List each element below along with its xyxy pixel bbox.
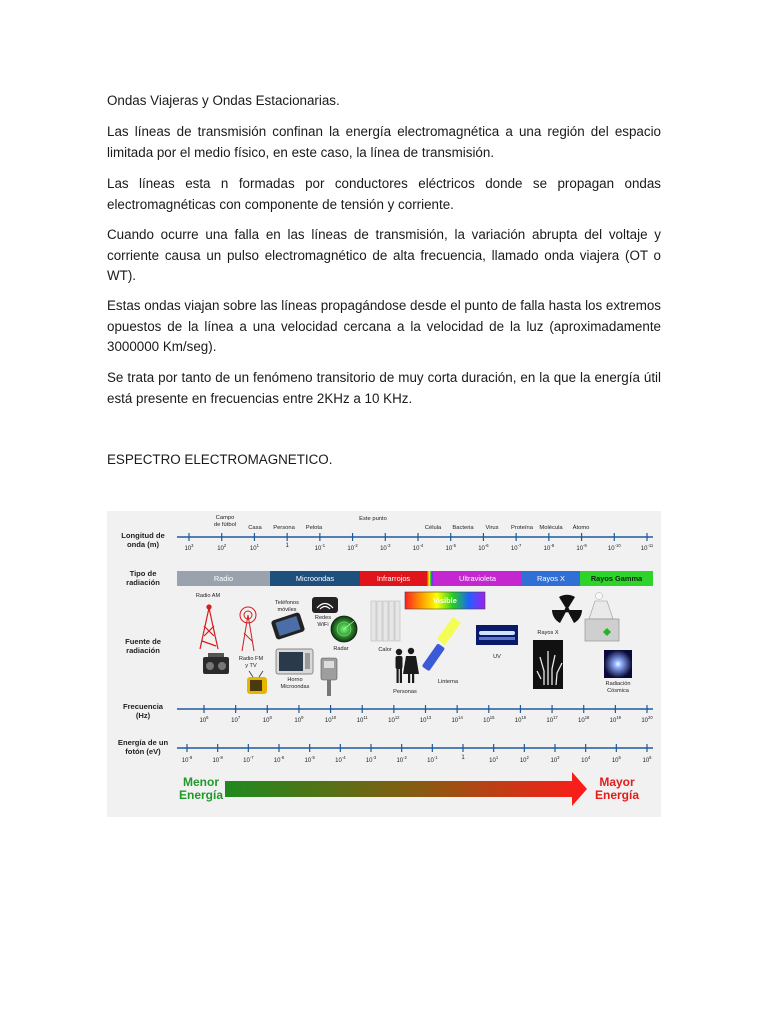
xray-hand-icon — [533, 640, 563, 689]
band-gamma-label: Rayos Gamma — [590, 574, 643, 583]
source-label: Teléfonos móviles — [275, 600, 299, 613]
frequency-tick-label: $10^{11}$ — [356, 715, 368, 724]
object-label: Este punto — [359, 516, 387, 522]
band-radio-label: Radio — [213, 574, 234, 583]
energy-tick-label: $10^1$ — [489, 755, 499, 764]
wavelength-tick-label: $10^2$ — [217, 543, 227, 552]
frequency-tick-label: $10^{14}$ — [451, 715, 463, 724]
wifi-router-icon — [312, 597, 338, 613]
source-label: Radiación Cósmica — [605, 681, 631, 694]
radar-icon — [331, 616, 357, 642]
paragraph: Estas ondas viajan sobre las líneas propagándose desde el punto de falla hasta los extremos opuestos de la línea a una velocidad cercana a la velocidad de la luz (aproximadamente 3000000 Km/seg). — [107, 298, 661, 354]
band-infrared-label: Infrarrojos — [376, 574, 411, 583]
energy-tick-label: $10^{-2}$ — [396, 755, 407, 764]
object-label: Virus — [485, 525, 499, 531]
object-label: Casa — [248, 525, 262, 531]
wavelength-tick-label: $10^{-10}$ — [607, 543, 621, 552]
radar-speed-meter-icon — [321, 658, 337, 696]
energy-tick-label: $10^3$ — [550, 755, 560, 764]
frequency-tick-label: $10^{17}$ — [546, 715, 558, 724]
cosmic-radiation-icon — [604, 650, 632, 678]
source-label: Radar — [333, 646, 349, 652]
energy-tick-label: 1 — [461, 755, 465, 761]
frequency-tick-label: $10^{19}$ — [609, 715, 622, 724]
frequency-tick-label: $10^{20}$ — [641, 715, 653, 724]
frequency-tick-label: $10^{18}$ — [578, 715, 590, 724]
frequency-tick-label: $10^6$ — [199, 715, 209, 724]
source-label: Radio AM — [195, 593, 221, 599]
electromagnetic-spectrum-figure — [107, 511, 661, 817]
frequency-row-label: Frecuencia (Hz) — [122, 702, 164, 720]
tv-icon — [247, 671, 267, 694]
source-label: Rayos X — [537, 630, 559, 636]
source-label: UV — [493, 654, 501, 660]
frequency-tick-label: $10^{10}$ — [324, 715, 337, 724]
source-label: Radio FM y TV — [238, 656, 264, 669]
energy-tick-label: $10^2$ — [519, 755, 529, 764]
photon-energy-row-label: Energía de un fotón (eV) — [117, 738, 169, 756]
object-label: Célula — [424, 525, 442, 531]
mobile-phone-icon — [271, 612, 306, 640]
fm-antenna-icon — [240, 607, 256, 651]
energy-tick-label: $10^{-4}$ — [335, 755, 346, 764]
radio-tower-icon — [200, 605, 218, 649]
energy-tick-label: $10^{-5}$ — [304, 755, 315, 764]
frequency-tick-label: $10^8$ — [262, 715, 272, 724]
band-xray-label: Rayos X — [537, 574, 565, 583]
radiation-hazard-icon — [552, 595, 582, 623]
persons-icon — [396, 648, 420, 683]
paragraph: Se trata por tanto de un fenómeno transitorio de muy corta duración, en la que la energía útil está presente en frecuencias entre 2KHz a 10 KHz. — [107, 370, 661, 406]
energy-tick-label: $10^4$ — [581, 755, 591, 764]
frequency-tick-label: $10^{16}$ — [514, 715, 527, 724]
energy-tick-label: $10^{-9}$ — [181, 755, 193, 764]
frequency-tick-label: $10^{15}$ — [483, 715, 495, 724]
flashlight-icon — [422, 617, 461, 671]
energy-tick-label: $10^{-3}$ — [365, 755, 377, 764]
wavelength-tick-label: $10^{-8}$ — [543, 543, 555, 552]
heater-icon — [371, 601, 400, 641]
wavelength-tick-label: $10^1$ — [249, 543, 259, 552]
band-microwave-label: Microondas — [295, 574, 335, 583]
section-heading: ESPECTRO ELECTROMAGNETICO. — [107, 452, 333, 467]
gamma-source-flask-icon — [585, 593, 619, 642]
object-label: Bacteria — [452, 525, 474, 531]
energy-tick-label: $10^{-7}$ — [243, 755, 254, 764]
band-ultraviolet-label: Ultravioleta — [459, 574, 496, 583]
energy-tick-label: $10^{-6}$ — [273, 755, 285, 764]
wavelength-tick-label: $10^{-4}$ — [412, 543, 424, 552]
wavelength-tick-label: $10^{-3}$ — [380, 543, 391, 552]
frequency-tick-label: $10^7$ — [231, 715, 241, 724]
radiation-type-row-label: Tipo de radiación — [126, 569, 160, 587]
wavelength-tick-label: $10^{-9}$ — [576, 543, 587, 552]
paragraph: Cuando ocurre una falla en las líneas de transmisión, la variación abrupta del voltaje y corriente causa un pulso electromagnético de alta frecuencia, llamado onda viajera (OT o WT). — [107, 227, 661, 283]
higher-energy-label: Mayor Energía — [594, 775, 639, 802]
source-label: Calor — [378, 647, 392, 653]
visible-label: Visible — [433, 596, 457, 605]
wavelength-tick-label: $10^{-2}$ — [347, 543, 358, 552]
wavelength-tick-label: $10^{-11}$ — [640, 543, 654, 552]
energy-tick-label: $10^{-1}$ — [427, 755, 438, 764]
paragraph: Las líneas esta n formadas por conductores eléctricos donde se propagan ondas electromagnéticas con componente de tensión y corriente. — [107, 176, 661, 212]
object-label: Campo de fútbol — [213, 515, 237, 528]
wavelength-tick-label: 1 — [285, 543, 289, 549]
uv-lamp-icon — [476, 625, 518, 645]
paragraph: Las líneas de transmisión confinan la energía electromagnética a una región del espacio limitada por el medio físico, en este caso, la línea de transmisión. — [107, 124, 661, 160]
frequency-tick-label: $10^9$ — [294, 715, 304, 724]
energy-arrow — [225, 772, 587, 806]
document-title: Ondas Viajeras y Ondas Estacionarias. — [107, 93, 340, 108]
microwave-oven-icon — [276, 649, 313, 674]
object-label: Persona — [273, 525, 295, 531]
frequency-tick-label: $10^{12}$ — [388, 715, 400, 724]
object-label: Proteína — [511, 525, 533, 531]
lower-energy-label: Menor Energía — [178, 775, 223, 802]
source-label: Personas — [393, 689, 417, 695]
wavelength-tick-label: $10^{-7}$ — [510, 543, 522, 552]
wavelength-tick-label: $10^3$ — [184, 543, 194, 552]
source-label: Horno Microondas — [280, 677, 310, 690]
source-label: Redes WiFi — [314, 615, 332, 628]
wavelength-row-label: Longitud de onda (m) — [121, 531, 165, 549]
source-row-label: Fuente de radiación — [125, 637, 161, 655]
object-label: Pelota — [305, 525, 323, 531]
wavelength-tick-label: $10^{-6}$ — [478, 543, 489, 552]
energy-tick-label: $10^6$ — [642, 755, 652, 764]
wavelength-tick-label: $10^{-5}$ — [445, 543, 456, 552]
wavelength-tick-label: $10^{-1}$ — [314, 543, 326, 552]
radio-boombox-icon — [203, 653, 229, 674]
spectrum-diagram — [107, 511, 661, 817]
object-label: Molécula — [539, 525, 563, 531]
source-label: Linterna — [437, 679, 459, 685]
object-label: Átomo — [572, 525, 590, 531]
frequency-tick-label: $10^{13}$ — [419, 715, 432, 724]
energy-tick-label: $10^{-8}$ — [212, 755, 223, 764]
energy-tick-label: $10^5$ — [611, 755, 621, 764]
